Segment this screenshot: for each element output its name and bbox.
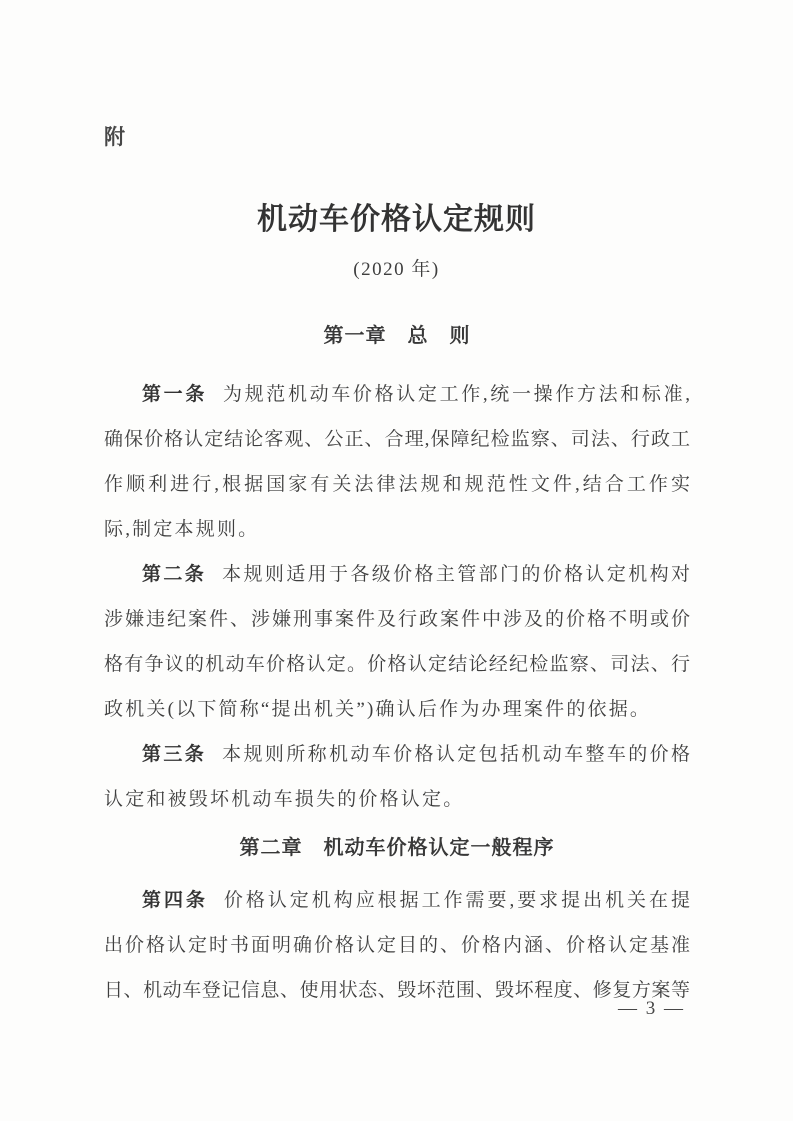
article-1-line-1: 为规范机动车价格认定工作,统一操作方法和标准, [222,384,690,405]
article-1-paragraph [104,372,690,552]
article-3-paragraph [104,732,690,822]
chapter-1-heading: 第一章 总 则 [323,325,471,347]
article-4-line-1: 价格认定机构应根据工作需要,要求提出机关在提 [223,890,690,911]
article-1-line-4: 际,制定本规则。 [104,519,260,540]
article-1-label: 第一条 [142,384,207,405]
article-2-line-1: 本规则适用于各级价格主管部门的价格认定机构对 [222,564,690,585]
article-4-paragraph [104,878,690,1013]
page-number: — 3 — [618,998,685,1019]
article-3-line-2: 认定和被毁坏机动车损失的价格认定。 [104,789,465,810]
article-3-line-1: 本规则所称机动车价格认定包括机动车整车的价格 [222,744,690,765]
article-4-line-3: 日、机动车登记信息、使用状态、毁坏范围、毁坏程度、修复方案等 [104,980,690,1001]
article-1-line-2: 确保价格认定结论客观、公正、合理,保障纪检监察、司法、行政工 [104,429,690,450]
document-year: (2020 年) [353,259,440,280]
article-2-label: 第二条 [142,564,207,585]
article-2-paragraph [104,552,690,732]
annex-label: 附 [104,126,125,149]
text-line [104,732,690,777]
article-4-label: 第四条 [142,890,208,911]
document-title: 机动车价格认定规则 [257,203,536,236]
article-2-line-3: 格有争议的机动车价格认定。价格认定结论经纪检监察、司法、行 [104,654,690,675]
text-line [104,878,690,923]
article-1-line-3: 作顺利进行,根据国家有关法律法规和规范性文件,结合工作实 [104,474,690,495]
article-4-line-2: 出价格认定时书面明确价格认定目的、价格内涵、价格认定基准 [104,935,690,956]
article-3-label: 第三条 [142,744,207,765]
text-line [104,372,690,417]
text-line [104,552,690,597]
document-body [104,318,690,1013]
article-2-line-4: 政机关(以下简称“提出机关”)确认后作为办理案件的依据。 [104,699,652,720]
article-2-line-2: 涉嫌违纪案件、涉嫌刑事案件及行政案件中涉及的价格不明或价 [104,609,690,630]
chapter-2-heading: 第二章 机动车价格认定一般程序 [239,837,555,859]
